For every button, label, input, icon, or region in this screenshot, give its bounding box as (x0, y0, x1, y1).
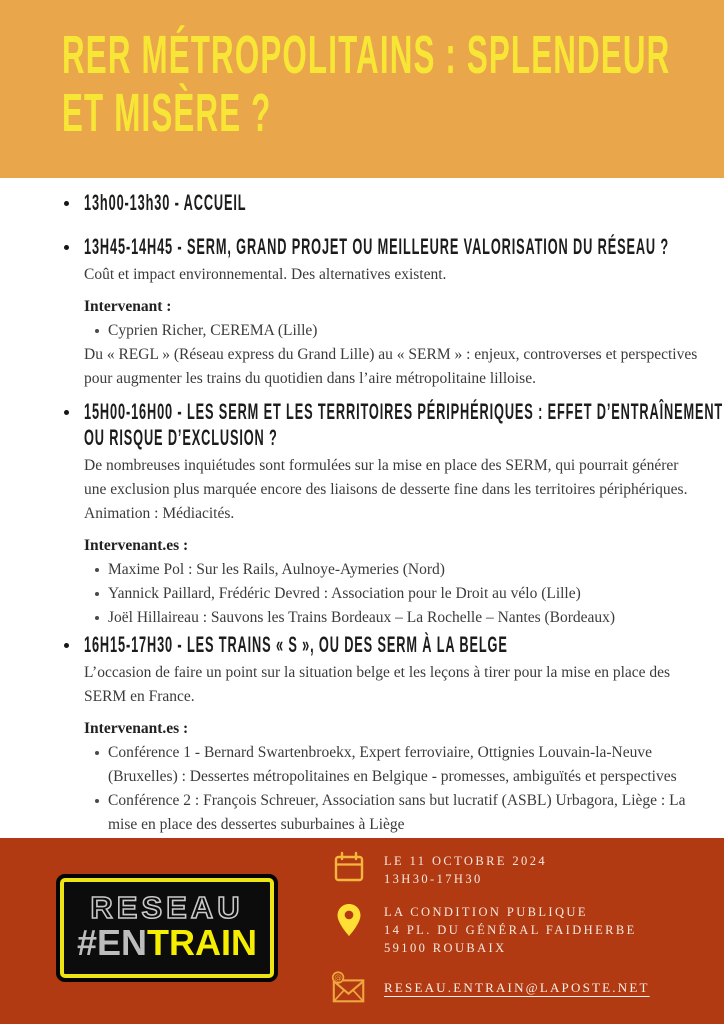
session-note: Du « REGL » (Réseau express du Grand Lille) au « SERM » : enjeux, controverses et perspectives pour augmenter les trains du quotidien dans l’aire métropolitaine lilloise. (84, 346, 698, 387)
event-info (330, 850, 650, 1006)
speakers-label: Intervenant.es : (84, 720, 189, 737)
speakers-list (84, 558, 700, 630)
session-heading: 13h00-13h30 - ACCUEIL (84, 190, 247, 215)
venue-city: 59100 ROUBAIX (384, 941, 507, 955)
session-serm-grand-projet (62, 234, 700, 391)
session-description: De nombreuses inquiétudes sont formulées sur la mise en place des SERM, qui pourrait générer une exclusion plus marquée encore des liaisons de desserte fine dans les territoires périphériques. Animation : Médiacités. (84, 457, 688, 522)
session-trains-s-belge (62, 632, 700, 837)
speakers-list (84, 319, 700, 343)
session-heading: OU RISQUE D’EXCLUSION ? (84, 425, 278, 450)
speaker-item: Joël Hillaireau : Sauvons les Trains Bordeaux – La Rochelle – Nantes (Bordeaux) (95, 606, 700, 630)
speaker-item: Maxime Pol : Sur les Rails, Aulnoye-Aymeries (Nord) (95, 558, 700, 582)
speakers-list (84, 741, 700, 837)
reseau-entrain-logo (60, 878, 274, 978)
email-link[interactable]: RESEAU.ENTRAIN@LAPOSTE.NET (384, 980, 650, 995)
header-banner (0, 0, 724, 178)
session-accueil (62, 190, 700, 216)
session-heading: 15H00-16H00 - LES SERM ET LES TERRITOIRES PÉRIPHÉRIQUES : EFFET D’ENTRAÎNEMENT (84, 399, 724, 424)
schedule-list (0, 178, 724, 838)
bullet-icon (64, 643, 69, 648)
email-row (330, 970, 650, 1006)
speakers-label: Intervenant : (84, 298, 172, 315)
speaker-item: Cyprien Richer, CEREMA (Lille) (95, 319, 700, 343)
session-heading: 16H15-17H30 - LES TRAINS « S », OU DES SERM À LA BELGE (84, 632, 508, 657)
session-description: Coût et impact environnemental. Des alternatives existent. (84, 266, 447, 283)
time-line: 13H30-17H30 (384, 872, 483, 886)
date-line: LE 11 OCTOBRE 2024 (384, 854, 547, 868)
venue-name: LA CONDITION PUBLIQUE (384, 905, 588, 919)
logo-text-train: TRAIN (147, 922, 258, 964)
session-territoires-peripheriques (62, 399, 724, 630)
envelope-icon (330, 970, 368, 1006)
venue-text (384, 901, 637, 957)
calendar-icon (330, 850, 368, 884)
page-title-line-2: ET MISÈRE ? (62, 83, 272, 143)
bullet-icon (64, 245, 69, 250)
location-pin-icon (330, 901, 368, 941)
logo-text-hash-en: #EN (76, 922, 148, 964)
speaker-item: Conférence 2 : François Schreuer, Association sans but lucratif (ASBL) Urbagora, Liège : La mise en place des dessertes suburbaines à Liège (95, 789, 700, 837)
session-heading: 13H45-14H45 - SERM, GRAND PROJET OU MEILLEURE VALORISATION DU RÉSEAU ? (84, 234, 670, 259)
svg-text:@: @ (334, 973, 342, 983)
speakers-label: Intervenant.es : (84, 537, 189, 554)
speaker-item: Yannick Paillard, Frédéric Devred : Association pour le Droit au vélo (Lille) (95, 582, 700, 606)
page-title-line-1: RER MÉTROPOLITAINS : SPLENDEUR (62, 25, 671, 85)
speaker-item: Conférence 1 - Bernard Swartenbroekx, Expert ferroviaire, Ottignies Louvain-la-Neuve (Bruxelles) : Dessertes métropolitaines en Belgique - promesses, ambiguïtés et perspectives (95, 741, 700, 789)
logo-text-reseau: RESEAU (90, 890, 244, 926)
date-row (330, 850, 650, 888)
session-description: L’occasion de faire un point sur la situation belge et les leçons à tirer pour la mise en place des SERM en France. (84, 664, 671, 705)
bullet-icon (64, 201, 69, 206)
venue-street: 14 PL. DU GÉNÉRAL FAIDHERBE (384, 923, 637, 937)
footer-banner (0, 838, 724, 1024)
location-row (330, 901, 650, 957)
date-text (384, 850, 547, 888)
logo-text-entrain (70, 922, 264, 964)
bullet-icon (64, 410, 69, 415)
